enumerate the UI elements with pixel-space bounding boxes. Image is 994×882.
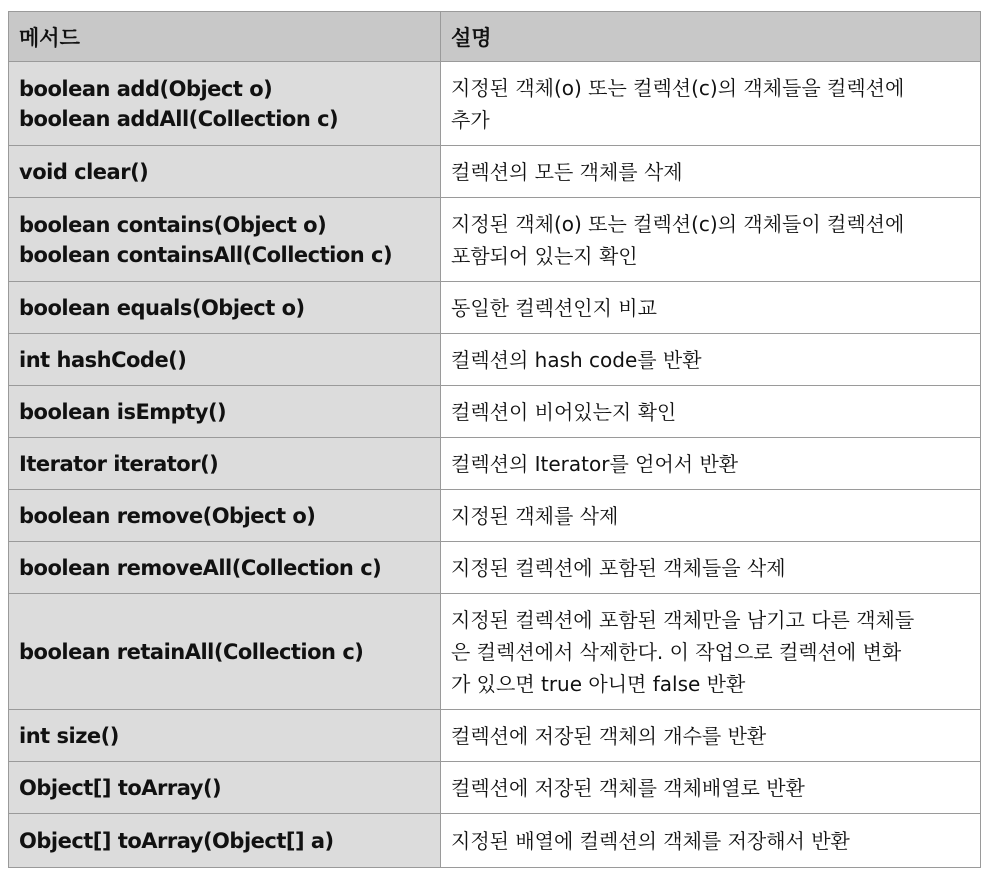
method-signature: boolean contains(Object o) (19, 212, 327, 237)
description-text: 지정된 배열에 컬렉션의 객체를 저장해서 반환 (451, 828, 850, 853)
method-signature: boolean equals(Object o) (19, 295, 305, 320)
description-cell (441, 542, 981, 594)
method-cell (9, 814, 441, 868)
method-signature: Object[] toArray(Object[] a) (19, 828, 334, 853)
method-cell (9, 198, 441, 282)
header-row (9, 12, 981, 62)
method-cell (9, 542, 441, 594)
description-text: 은 컬렉션에서 삭제한다. 이 작업으로 컬렉션에 변화 (451, 639, 902, 664)
description-text: 지정된 컬렉션에 포함된 객체들을 삭제 (451, 555, 786, 580)
description-cell (441, 762, 981, 814)
method-signature: boolean isEmpty() (19, 399, 227, 424)
description-text: 컬렉션이 비어있는지 확인 (451, 399, 677, 424)
description-text: 지정된 객체(o) 또는 컬렉션(c)의 객체들이 컬렉션에 (451, 211, 905, 236)
method-cell (9, 710, 441, 762)
description-cell (441, 198, 981, 282)
description-cell (441, 490, 981, 542)
description-column-header: 설명 (441, 12, 981, 62)
table-row (9, 146, 981, 198)
description-text: 동일한 컬렉션인지 비교 (451, 295, 657, 320)
table-row (9, 386, 981, 438)
table-row (9, 814, 981, 868)
description-text: 지정된 객체(o) 또는 컬렉션(c)의 객체들을 컬렉션에 (451, 75, 905, 100)
method-cell (9, 62, 441, 146)
description-cell (441, 146, 981, 198)
method-cell (9, 334, 441, 386)
method-cell (9, 438, 441, 490)
table-row (9, 438, 981, 490)
table-row (9, 62, 981, 146)
table-row (9, 198, 981, 282)
method-cell (9, 762, 441, 814)
description-cell (441, 62, 981, 146)
table-row (9, 282, 981, 334)
method-signature: boolean containsAll(Collection c) (19, 242, 393, 267)
method-column-header: 메서드 (9, 12, 441, 62)
method-cell (9, 386, 441, 438)
description-text: 추가 (451, 107, 490, 132)
description-text: 지정된 객체를 삭제 (451, 503, 619, 528)
description-text: 컬렉션의 모든 객체를 삭제 (451, 159, 683, 184)
description-cell (441, 334, 981, 386)
description-cell (441, 814, 981, 868)
description-cell (441, 594, 981, 710)
table-row (9, 334, 981, 386)
method-cell (9, 594, 441, 710)
description-text: 가 있으면 true 아니면 false 반환 (451, 671, 746, 696)
description-text: 지정된 컬렉션에 포함된 객체만을 남기고 다른 객체들 (451, 607, 915, 632)
description-cell (441, 710, 981, 762)
method-signature: boolean removeAll(Collection c) (19, 555, 382, 580)
description-text: 컬렉션에 저장된 객체를 객체배열로 반환 (451, 775, 805, 800)
table-row (9, 762, 981, 814)
method-cell (9, 146, 441, 198)
description-cell (441, 438, 981, 490)
table-row (9, 542, 981, 594)
method-signature: Object[] toArray() (19, 775, 222, 800)
method-cell (9, 490, 441, 542)
method-signature: boolean retainAll(Collection c) (19, 639, 364, 664)
table-row (9, 710, 981, 762)
description-text: 컬렉션의 Iterator를 얻어서 반환 (451, 451, 739, 476)
description-text: 포함되어 있는지 확인 (451, 243, 638, 268)
method-signature: void clear() (19, 159, 149, 184)
method-signature: boolean addAll(Collection c) (19, 106, 339, 131)
method-cell (9, 282, 441, 334)
table-row (9, 594, 981, 710)
collection-methods-table (8, 11, 981, 868)
description-cell (441, 282, 981, 334)
method-signature: boolean add(Object o) (19, 76, 273, 101)
method-signature: int size() (19, 723, 119, 748)
description-cell (441, 386, 981, 438)
table-row (9, 490, 981, 542)
description-text: 컬렉션의 hash code를 반환 (451, 347, 702, 372)
description-text: 컬렉션에 저장된 객체의 개수를 반환 (451, 723, 767, 748)
method-signature: Iterator iterator() (19, 451, 219, 476)
method-signature: boolean remove(Object o) (19, 503, 316, 528)
method-signature: int hashCode() (19, 347, 187, 372)
